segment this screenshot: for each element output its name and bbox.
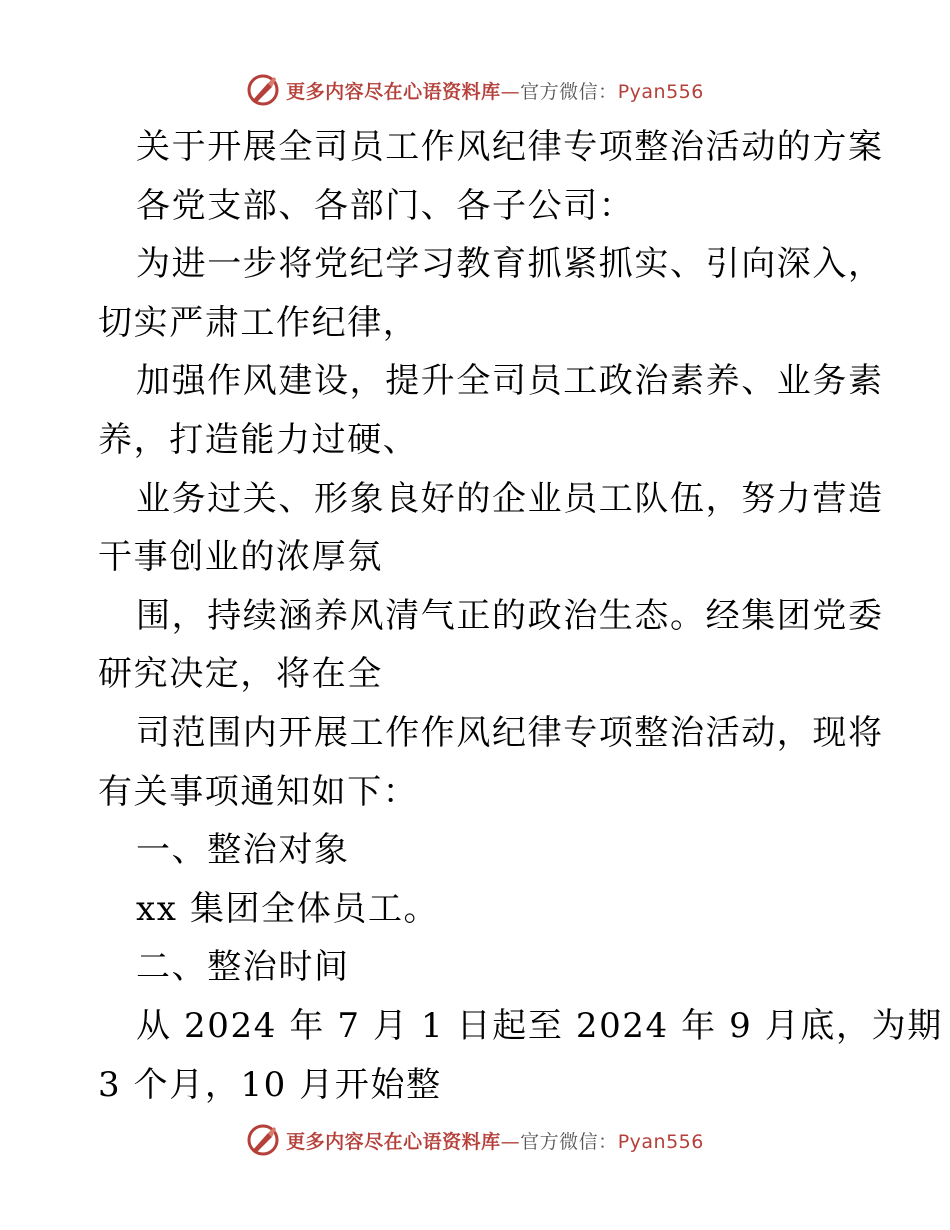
document-line: 加强作风建设，提升全司员工政治素养、业务素 bbox=[136, 361, 884, 402]
document-line: 一、整治对象 bbox=[136, 830, 350, 871]
document-line: 养，打造能力过硬、 bbox=[98, 419, 419, 460]
watermark-label: 官方微信： bbox=[520, 80, 618, 103]
watermark-banner-top bbox=[0, 70, 950, 110]
watermark-brand: 更多内容尽在心语资料库 bbox=[286, 1130, 501, 1153]
watermark-text bbox=[286, 77, 704, 104]
watermark-text bbox=[286, 1127, 704, 1154]
watermark-brand: 更多内容尽在心语资料库 bbox=[286, 80, 501, 103]
document-line: 各党支部、各部门、各子公司： bbox=[136, 185, 635, 226]
document-body bbox=[98, 118, 943, 1114]
document-line: 切实严肃工作纪律， bbox=[98, 302, 419, 343]
document-line: 司范围内开展工作作风纪律专项整治活动，现将 bbox=[136, 712, 884, 753]
pen-logo-icon bbox=[246, 1123, 280, 1157]
document-line: 研究决定，将在全 bbox=[98, 654, 383, 695]
watermark-label: 官方微信： bbox=[520, 1130, 618, 1153]
watermark-banner-bottom bbox=[0, 1120, 950, 1160]
document-line: 围，持续涵养风清气正的政治生态。经集团党委 bbox=[136, 595, 884, 636]
document-line: 业务过关、形象良好的企业员工队伍，努力营造 bbox=[136, 478, 884, 519]
watermark-id: Pyan556 bbox=[617, 1130, 704, 1153]
document-line: 干事创业的浓厚氛 bbox=[98, 537, 383, 578]
document-line: xx 集团全体员工。 bbox=[136, 888, 440, 929]
watermark-id: Pyan556 bbox=[617, 80, 704, 103]
document-line: 从 2024 年 7 月 1 日起至 2024 年 9 月底，为期 bbox=[136, 1005, 943, 1046]
document-line: 有关事项通知如下： bbox=[98, 771, 419, 812]
document-line: 关于开展全司员工作风纪律专项整治活动的方案 bbox=[136, 127, 884, 167]
document-line: 二、整治时间 bbox=[136, 947, 350, 988]
document-line: 为进一步将党纪学习教育抓紧抓实、引向深入， bbox=[136, 244, 884, 285]
pen-logo-icon bbox=[246, 73, 280, 107]
document-line: 3 个月，10 月开始整 bbox=[98, 1064, 442, 1105]
watermark-dash: — bbox=[500, 80, 521, 103]
watermark-dash: — bbox=[500, 1130, 521, 1153]
